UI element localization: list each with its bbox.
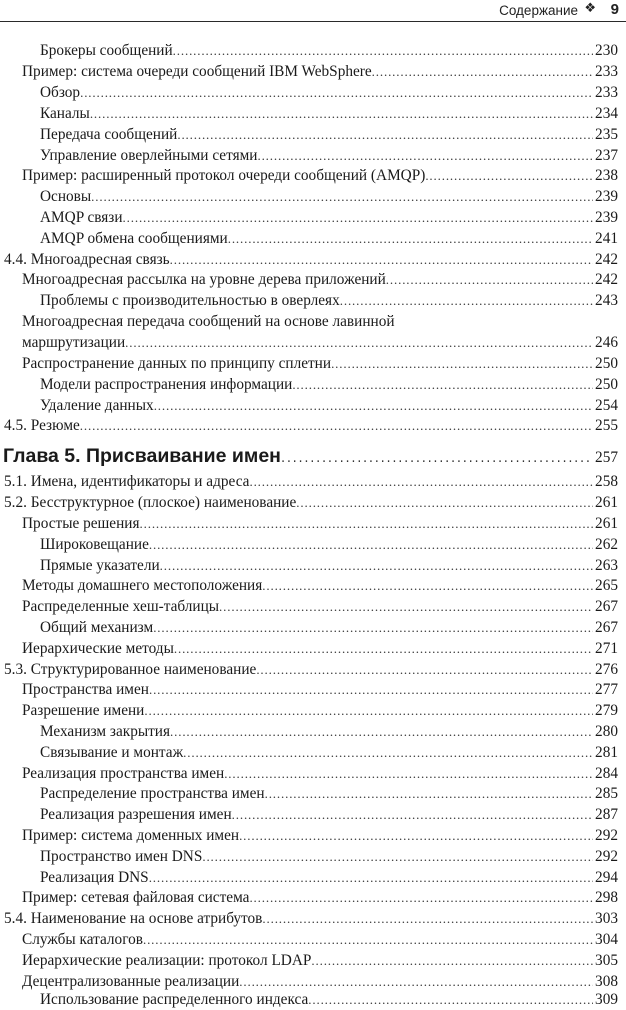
toc-entry-page: 298 <box>595 889 618 906</box>
toc-entry-page: 287 <box>595 806 618 823</box>
toc-entry-title: Проблемы с производительностью в оверлеях <box>40 292 340 309</box>
toc-entry-title: Реализация разрешения имен <box>40 806 232 823</box>
dot-leader <box>281 444 593 471</box>
toc-entry-title: Разрешение имени <box>22 702 145 719</box>
toc-entry-title: Брокеры сообщений <box>40 42 173 59</box>
toc-entry[interactable] <box>22 597 618 617</box>
toc-entry[interactable] <box>22 680 618 700</box>
toc-entry-title: Пространство имен DNS <box>40 848 203 865</box>
toc-entry-title: 4.5. Резюме <box>4 417 80 434</box>
dot-leader <box>331 354 593 374</box>
toc-entry-page: 250 <box>595 355 618 372</box>
toc-entry-title: Простые решения <box>22 515 140 532</box>
dot-leader <box>153 618 593 638</box>
toc-section-entry[interactable] <box>4 909 618 929</box>
toc-entry[interactable] <box>40 743 618 763</box>
toc-entry[interactable] <box>40 618 618 638</box>
toc-entry-page: 277 <box>595 681 618 698</box>
toc-entry-title: Реализация DNS <box>40 869 149 886</box>
toc-entry-title: Иерархические реализации: протокол LDAP <box>22 952 312 969</box>
dot-leader <box>174 639 593 659</box>
dot-leader <box>249 888 593 908</box>
dot-leader <box>144 701 593 721</box>
dot-leader <box>160 556 593 576</box>
toc-entry-page: 233 <box>595 63 618 80</box>
toc-entry-page: 309 <box>595 991 618 1008</box>
toc-entry[interactable] <box>40 229 618 249</box>
toc-entry-page: 262 <box>595 536 618 553</box>
dot-leader <box>311 951 593 971</box>
toc-entry-title: Методы домашнего местоположения <box>22 577 263 594</box>
toc-entry-page: 292 <box>595 827 618 844</box>
toc-entry-page: 284 <box>595 765 618 782</box>
toc-entry-title: Каналы <box>40 105 90 122</box>
dot-leader <box>232 805 593 825</box>
dot-leader <box>386 270 593 290</box>
toc-entry-page: 280 <box>595 723 618 740</box>
dot-leader <box>154 396 593 416</box>
toc-entry-title: 4.4. Многоадресная связь <box>4 251 170 268</box>
ornament-icon: ❖ <box>584 1 596 16</box>
page-number: 9 <box>610 1 619 18</box>
toc-entry-title: Распространение данных по принципу сплетни <box>22 355 332 372</box>
toc-entry[interactable] <box>22 888 618 908</box>
toc-entry[interactable] <box>40 187 618 207</box>
dot-leader <box>80 83 593 103</box>
toc-entry[interactable] <box>40 396 618 416</box>
toc-entry-title: Механизм закрытия <box>40 723 171 740</box>
toc-entry[interactable] <box>40 535 618 555</box>
toc-entry-page: 305 <box>595 952 618 969</box>
dot-leader <box>265 784 593 804</box>
toc-chapter-entry[interactable] <box>3 444 618 471</box>
dot-leader <box>262 909 593 929</box>
toc-entry-page: 239 <box>595 209 618 226</box>
toc-entry-page: 261 <box>595 494 618 511</box>
toc-entry-page: 258 <box>595 473 618 490</box>
toc-entry[interactable] <box>22 62 618 82</box>
toc-entry-page: 246 <box>595 334 618 351</box>
toc-entry-page: 233 <box>595 84 618 101</box>
dot-leader <box>249 472 593 492</box>
toc-entry[interactable] <box>40 784 618 804</box>
toc-entry-page: 276 <box>595 661 618 678</box>
toc-entry[interactable] <box>40 125 618 145</box>
dot-leader <box>149 868 593 888</box>
toc-entry-page: 238 <box>595 167 618 184</box>
toc-entry-page: 265 <box>595 577 618 594</box>
toc-entry-page: 261 <box>595 515 618 532</box>
toc-entry-title: Реализация пространства имен <box>22 765 225 782</box>
toc-entry-title: Иерархические методы <box>22 640 174 657</box>
toc-entry-title: Передача сообщений <box>40 126 178 143</box>
toc-entry[interactable] <box>22 701 618 721</box>
toc-entry[interactable] <box>40 146 618 166</box>
toc-entry[interactable] <box>40 41 618 61</box>
toc-entry-title: 5.2. Бесструктурное (плоское) наименование <box>4 494 297 511</box>
dot-leader <box>425 166 593 186</box>
dot-leader <box>257 146 593 166</box>
toc-entry-title: Распределенные хеш-таблицы <box>22 598 220 615</box>
toc-entry-page: 308 <box>595 973 618 990</box>
toc-entry-title: AMQP обмена сообщениями <box>40 230 228 247</box>
dot-leader <box>125 333 593 353</box>
toc-entry-page: 263 <box>595 557 618 574</box>
dot-leader <box>296 493 593 513</box>
toc-entry-page: 243 <box>595 292 618 309</box>
dot-leader <box>256 660 593 680</box>
toc-entry[interactable] <box>22 972 618 992</box>
toc-entry-title: Общий механизм <box>40 619 154 636</box>
toc-entry-title: 5.3. Структурированное наименование <box>4 661 257 678</box>
toc-entry-title-line2: маршрутизации <box>22 334 126 351</box>
toc-entry-title: Прямые указатели <box>40 557 160 574</box>
toc-entry-title: Пример: сетевая файловая система <box>22 889 250 906</box>
toc-entry-page: 267 <box>595 598 618 615</box>
toc-entry-page: 235 <box>595 126 618 143</box>
toc-entry-page: 234 <box>595 105 618 122</box>
toc-entry-page: 267 <box>595 619 618 636</box>
toc-section-entry[interactable] <box>4 416 618 436</box>
dot-leader <box>228 229 593 249</box>
dot-leader <box>123 208 594 228</box>
toc-section-entry[interactable] <box>4 250 618 270</box>
toc-entry-title: Использование распределенного индекса <box>40 991 309 1008</box>
toc-entry[interactable] <box>40 208 618 228</box>
toc-entry-title: 5.1. Имена, идентификаторы и адреса <box>4 473 250 490</box>
toc-entry-page: 257 <box>595 449 618 466</box>
dot-leader <box>90 104 593 124</box>
toc-entry-title: Широковещание <box>40 536 149 553</box>
toc-entry-title-line1[interactable]: Многоадресная передача сообщений на основе лавинной <box>22 313 395 330</box>
toc-entry-title: Удаление данных <box>40 397 154 414</box>
toc-entry[interactable] <box>40 291 618 311</box>
toc-entry[interactable] <box>22 764 618 784</box>
toc-entry-title: Связывание и монтаж <box>40 744 184 761</box>
toc-entry-page: 294 <box>595 869 618 886</box>
toc-entry-title: Управление оверлейными сетями <box>40 147 258 164</box>
dot-leader <box>340 291 593 311</box>
toc-entry[interactable] <box>40 375 618 395</box>
toc-entry[interactable] <box>22 333 618 353</box>
toc-entry-title: 5.4. Наименование на основе атрибутов <box>4 910 263 927</box>
toc-entry-title: Пример: система очереди сообщений IBM WebSphere <box>22 63 372 80</box>
dot-leader <box>219 597 593 617</box>
toc-entry-page: 304 <box>595 931 618 948</box>
dot-leader <box>140 514 594 534</box>
toc-entry-page: 303 <box>595 910 618 927</box>
dot-leader <box>80 416 593 436</box>
toc-entry-page: 239 <box>595 188 618 205</box>
toc-entry[interactable] <box>40 868 618 888</box>
toc-section-entry[interactable] <box>4 472 618 492</box>
dot-leader <box>183 743 593 763</box>
toc-entry-page: 230 <box>595 42 618 59</box>
toc-entry[interactable] <box>40 556 618 576</box>
dot-leader <box>239 972 593 992</box>
toc-entry[interactable] <box>40 83 618 103</box>
toc-entry-title: Многоадресная рассылка на уровне дерева приложений <box>22 271 386 288</box>
dot-leader <box>149 680 593 700</box>
dot-leader <box>91 187 593 207</box>
dot-leader <box>202 847 593 867</box>
toc-entry-title: Децентрализованные реализации <box>22 973 240 990</box>
toc-entry[interactable] <box>22 826 618 846</box>
toc-entry-title: Службы каталогов <box>22 931 143 948</box>
dot-leader <box>170 722 593 742</box>
toc-entry-page: 241 <box>595 230 618 247</box>
dot-leader <box>262 576 593 596</box>
toc-entry[interactable] <box>22 639 618 659</box>
dot-leader <box>170 250 593 270</box>
toc-entry[interactable] <box>40 104 618 124</box>
toc-entry[interactable] <box>40 805 618 825</box>
toc-entry[interactable] <box>40 990 618 1010</box>
toc-entry-page: 292 <box>595 848 618 865</box>
toc-entry-title: Распределение пространства имен <box>40 785 265 802</box>
chapter-title: Глава 5. Присваивание имен <box>3 445 281 467</box>
toc-entry[interactable] <box>40 847 618 867</box>
dot-leader <box>239 826 593 846</box>
dot-leader <box>292 375 593 395</box>
toc-entry-page: 271 <box>595 640 618 657</box>
toc-entry-page: 237 <box>595 147 618 164</box>
toc-entry-title: Пример: система доменных имен <box>22 827 240 844</box>
toc-entry-title: Основы <box>40 188 92 205</box>
dot-leader <box>224 764 593 784</box>
toc-entry[interactable] <box>22 270 618 290</box>
toc-entry-title: Обзор <box>40 84 81 101</box>
dot-leader <box>149 535 593 555</box>
toc-entry-page: 250 <box>595 376 618 393</box>
toc-entry[interactable] <box>22 514 618 534</box>
running-head-title: Содержание <box>499 3 578 18</box>
dot-leader <box>177 125 593 145</box>
toc-entry[interactable] <box>22 576 618 596</box>
dot-leader <box>308 990 593 1010</box>
toc-entry[interactable] <box>22 354 618 374</box>
toc-entry[interactable] <box>40 722 618 742</box>
toc-entry-page: 242 <box>595 251 618 268</box>
toc-entry[interactable] <box>22 930 618 950</box>
toc-entry-page: 242 <box>595 271 618 288</box>
toc-entry-page: 255 <box>595 417 618 434</box>
toc-entry-page: 281 <box>595 744 618 761</box>
dot-leader <box>173 41 593 61</box>
toc-entry-page: 285 <box>595 785 618 802</box>
toc-section-entry[interactable] <box>4 660 618 680</box>
toc-section-entry[interactable] <box>4 493 618 513</box>
toc-entry-title: Пространства имен <box>22 681 149 698</box>
toc-entry-title: AMQP связи <box>40 209 123 226</box>
toc-entry-page: 279 <box>595 702 618 719</box>
dot-leader <box>143 930 593 950</box>
dot-leader <box>372 62 593 82</box>
toc-entry-page: 254 <box>595 397 618 414</box>
toc-entry-title: Модели распространения информации <box>40 376 293 393</box>
toc-entry-title: Пример: расширенный протокол очереди сообщений (AMQP) <box>22 167 426 184</box>
toc-entry[interactable] <box>22 951 618 971</box>
toc-entry[interactable] <box>22 166 618 186</box>
